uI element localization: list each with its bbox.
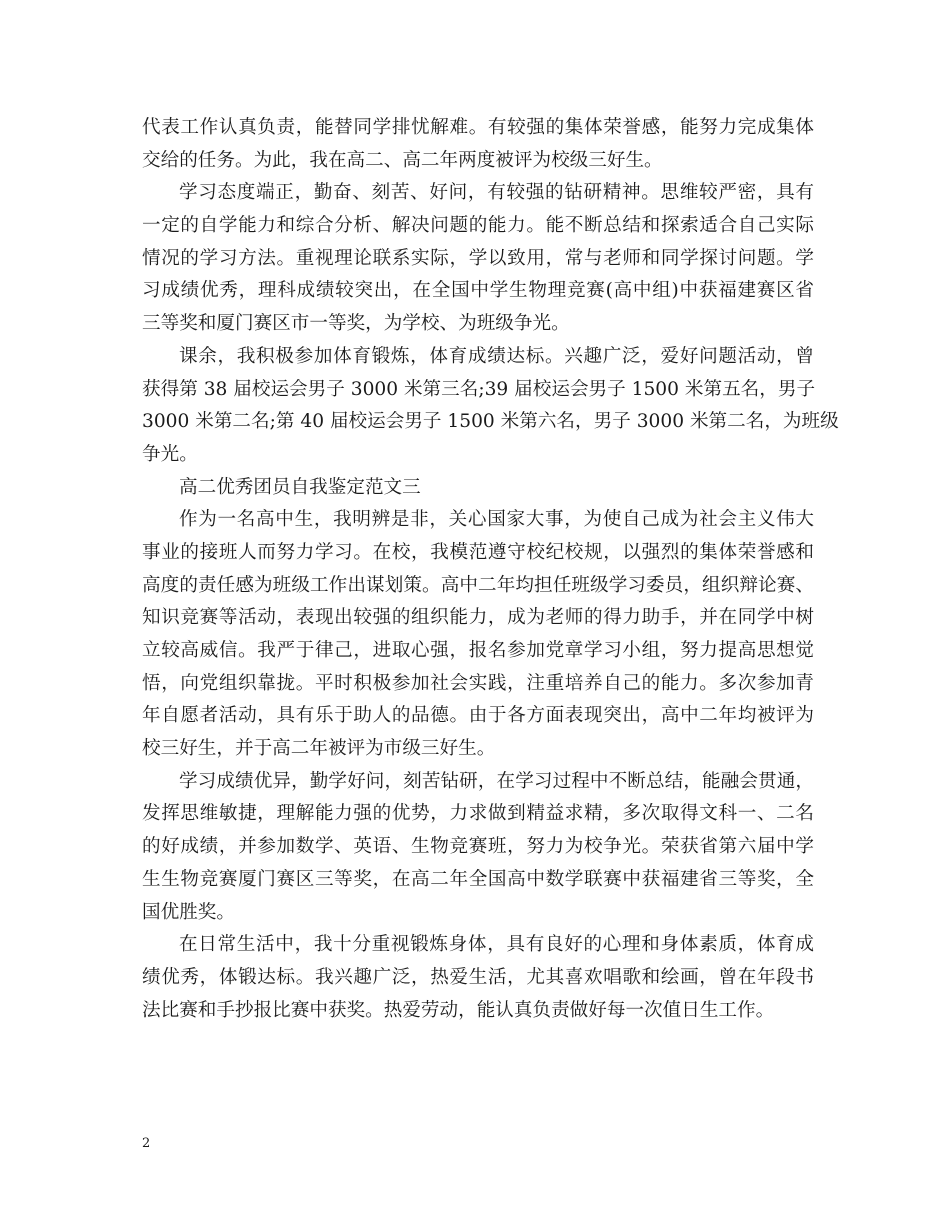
text-line: 获得第 38 届校运会男子 3000 米第三名;39 届校运会男子 1500 米第五名，男子 — [142, 378, 816, 400]
text-line: 的好成绩，并参加数学、英语、生物竞赛班，努力为校争光。荣获省第六届中学 — [142, 836, 814, 858]
text-line: 事业的接班人而努力学习。在校，我模范遵守校纪校规，以强烈的集体荣誉感和 — [142, 541, 814, 563]
text-line: 习成绩优秀，理科成绩较突出，在全国中学生物理竞赛(高中组)中获福建赛区省 — [142, 280, 814, 302]
text-line: 高度的责任感为班级工作出谋划策。高中二年均担任班级学习委员，组织辩论赛、 — [142, 574, 814, 596]
page-number: 2 — [142, 1136, 151, 1151]
text-line: 绩优秀，体锻达标。我兴趣广泛，热爱生活，尤其喜欢唱歌和绘画，曾在年段书 — [142, 966, 814, 988]
text-line: 悟，向党组织靠拢。平时积极参加社会实践，注重培养自己的能力。多次参加青 — [142, 672, 814, 694]
text-line: 生生物竞赛厦门赛区三等奖，在高二年全国高中数学联赛中获福建省三等奖，全 — [142, 868, 814, 890]
text-line: 三等奖和厦门赛区市一等奖，为学校、为班级争光。 — [142, 313, 570, 335]
text-line: 知识竞赛等活动，表现出较强的组织能力，成为老师的得力助手，并在同学中树 — [142, 607, 814, 629]
text-line: 课余，我积极参加体育锻炼，体育成绩达标。兴趣广泛，爱好问题活动，曾 — [179, 345, 814, 367]
text-line: 校三好生，并于高二年被评为市级三好生。 — [142, 738, 496, 760]
text-line: 发挥思维敏捷，理解能力强的优势，力求做到精益求精，多次取得文科一、二名 — [142, 803, 814, 825]
text-line: 代表工作认真负责，能替同学排忧解难。有较强的集体荣誉感，能努力完成集体 — [142, 117, 814, 138]
text-line: 作为一名高中生，我明辨是非，关心国家大事，为使自己成为社会主义伟大 — [179, 509, 814, 531]
text-line: 学习态度端正，勤奋、刻苦、好问，有较强的钻研精神。思维较严密，具有 — [179, 182, 814, 204]
text-line: 一定的自学能力和综合分析、解决问题的能力。能不断总结和探索适合自己实际 — [142, 215, 814, 237]
text-line: 法比赛和手抄报比赛中获奖。热爱劳动，能认真负责做好每一次值日生工作。 — [142, 999, 775, 1021]
text-line: 国优胜奖。 — [142, 901, 235, 923]
text-line: 争光。 — [142, 443, 198, 465]
text-line: 立较高威信。我严于律己，进取心强，报名参加党章学习小组，努力提高思想觉 — [142, 640, 814, 661]
text-line: 情况的学习方法。重视理论联系实际，学以致用，常与老师和同学探讨问题。学 — [142, 247, 814, 269]
document-body — [142, 112, 839, 1027]
text-line: 3000 米第二名;第 40 届校运会男子 1500 米第六名，男子 3000 米第二名，为班级 — [142, 411, 839, 433]
text-line: 学习成绩优异，勤学好问，刻苦钻研，在学习过程中不断总结，能融会贯通， — [179, 770, 814, 792]
text-line: 在日常生活中，我十分重视锻炼身体，具有良好的心理和身体素质，体育成 — [179, 934, 814, 956]
text-line: 年自愿者活动，具有乐于助人的品德。由于各方面表现突出，高中二年均被评为 — [142, 705, 814, 727]
text-line: 交给的任务。为此，我在高二、高二年两度被评为校级三好生。 — [142, 149, 663, 171]
section-heading: 高二优秀团员自我鉴定范文三 — [179, 476, 421, 498]
